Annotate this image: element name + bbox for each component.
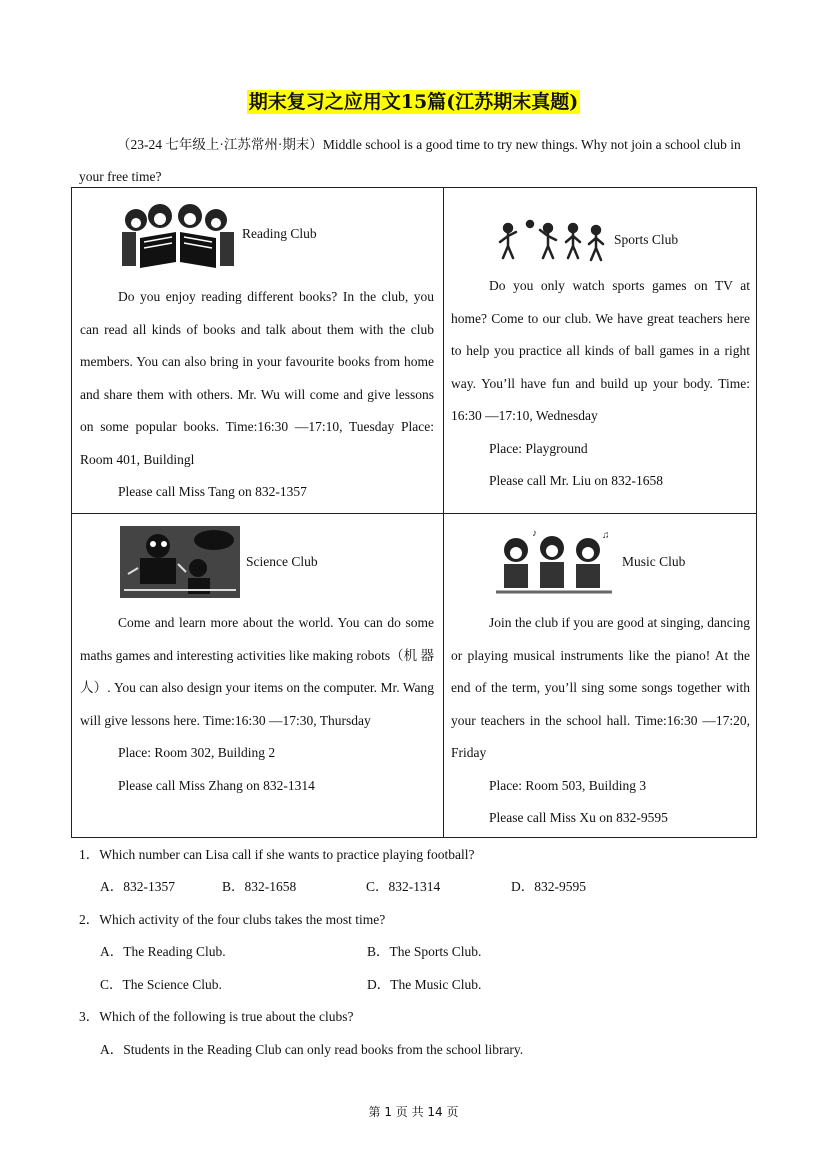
question-3-option-a[interactable]: A．Students in the Reading Club can only read books from the school library. [100,1042,524,1057]
reading-club-contact: Please call Miss Tang on 832-1357 [118,484,307,499]
question-1-option-b[interactable]: B．832-1658 [222,879,297,894]
question-1-option-c[interactable]: C．832-1314 [366,879,441,894]
science-club-picture [118,524,242,600]
science-club-description: Come and learn more about the world. You can do some maths games and interesting activities like making robots（机 器人）. You can also design your items on the computer. Mr. Wang will give lessons here. Time:16:30 —17:30, Thursday [80,615,434,728]
sports-club-name: Sports Club [614,232,679,247]
music-club-cell [444,514,758,838]
reading-club-cell [72,188,443,513]
sports-club-description: Do you only watch sports games on TV at home? Come to our club. We have great teachers here to help you practice all kinds of ball games in a right way. You’ll have fun and build up your body. Time: 16:30 —17:10, Wednesday [451,278,750,423]
question-1: 1．Which number can Lisa call if she wants to practice playing football? [79,847,475,862]
science-club-contact: Please call Miss Zhang on 832-1314 [118,777,315,793]
question-2-option-a[interactable]: A．The Reading Club. [100,944,226,959]
svg-text:♪: ♪ [532,528,537,539]
sports-club-place: Place: Playground [489,440,588,456]
sports-club-contact: Please call Mr. Liu on 832-1658 [489,473,663,488]
reading-club-description: Do you enjoy reading different books? In the club, you can read all kinds of books and talk about them with the club members. You can also bring in your favourite books from home and share them with others. Mr. Wu will come and give lessons on some popular books. Time:16:30 —17:10, Tuesday Place: Room 401, Buildingl [80,289,434,467]
music-club-place: Place: Room 503, Building 3 [489,777,647,793]
science-club-place: Place: Room 302, Building 2 [118,745,276,760]
question-2-option-b[interactable]: B．The Sports Club. [367,944,482,959]
science-club-name: Science Club [246,554,318,569]
sports-club-cell [444,188,758,513]
question-1-option-a[interactable]: A．832-1357 [100,879,175,894]
question-2-option-d[interactable]: D．The Music Club. [367,977,482,992]
question-1-option-d[interactable]: D．832-9595 [511,879,586,894]
question-3: 3．Which of the following is true about the clubs? [79,1009,354,1024]
music-club-picture [492,526,616,598]
question-2-option-c[interactable]: C．The Science Club. [100,977,222,992]
music-club-description: Join the club if you are good at singing, dancing or playing musical instruments like the piano! At the end of the term, you’ll sing some songs together with your teachers in the school hall. Time:16:30 —17:20, Friday [451,615,750,760]
page-title: 期末复习之应用文15篇(江苏期末真题) [248,91,579,113]
reading-club-name: Reading Club [242,226,317,241]
reading-club-picture [118,198,238,270]
clubs-table [71,187,757,838]
science-club-cell [72,514,443,838]
music-club-name: Music Club [622,554,686,569]
music-club-contact: Please call Miss Xu on 832-9595 [489,810,668,825]
svg-text:♫: ♫ [602,530,610,541]
page-footer: 第 1 页 共 14 页 [368,1105,459,1119]
intro-text: （23-24 七年级上·江苏常州·期末）Middle school is a good time to try new things. Why not join a school club in your free time? [79,137,741,184]
sports-club-picture [498,218,608,262]
question-2: 2．Which activity of the four clubs takes the most time? [79,912,386,927]
